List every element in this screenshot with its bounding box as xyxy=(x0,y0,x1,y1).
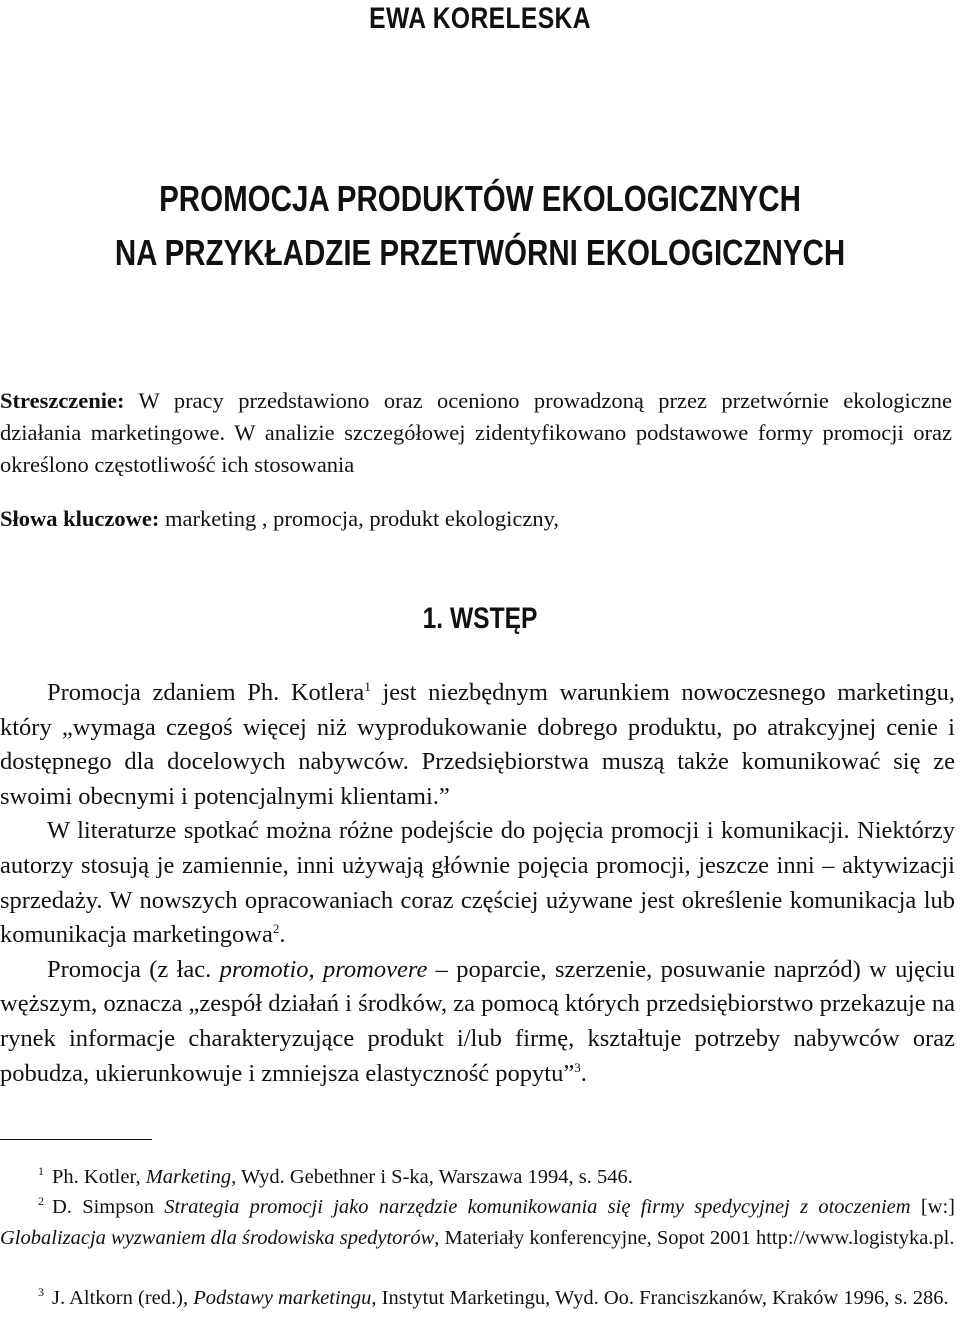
text-run: . xyxy=(580,1059,587,1087)
author-name: EWA KORELESKA xyxy=(369,2,591,35)
keywords-label: Słowa kluczowe: xyxy=(0,506,160,531)
keywords xyxy=(0,503,952,535)
italic-title: Marketing, xyxy=(145,1166,237,1188)
text-run: Wyd. Gebethner i S-ka, Warszawa 1994, s. 546. xyxy=(236,1166,633,1188)
italic-term: promotio, promovere xyxy=(219,955,428,983)
text-run: – poparcie, szerzenie, posuwanie naprzód) w ujęciu węższym, oznacza „zespół działań i środków, za pomocą których przedsiębiorstwo przekazuje na rynek informacje charakteryzujące produkt i/lub firmę, kształtuje potrzeby nabywców oraz pobudza, ukierunkowuje i zmniejsza elastyczność popytu” xyxy=(0,955,955,1087)
text-run: Promocja (z łac. xyxy=(47,955,220,983)
footnote-number: 2 xyxy=(38,1194,44,1208)
abstract-label: Streszczenie: xyxy=(0,388,125,413)
footnote-ref: 2 xyxy=(272,921,280,937)
italic-title: Strategia promocji jako narzędzie komunikowania się firmy spedycyjnej z otoczeniem xyxy=(164,1196,911,1218)
abstract xyxy=(0,385,952,481)
body-paragraph xyxy=(0,676,955,814)
text-run: J. Altkorn (red.), xyxy=(52,1287,194,1309)
footnote xyxy=(0,1192,955,1253)
footnote xyxy=(0,1283,955,1314)
footnote-number: 1 xyxy=(38,1164,44,1178)
abstract-text: W pracy przedstawiono oraz oceniono prowadzoną przez przetwórnie ekologiczne działania marketingowe. W analizie szczegółowej zidentyfikowano podstawowe formy promocji oraz określono częstotliwość ich stosowania xyxy=(0,388,952,477)
text-run: . xyxy=(279,921,286,949)
text-run: D. Simpson xyxy=(52,1196,165,1218)
paper-title-line-2: NA PRZYKŁADZIE PRZETWÓRNI EKOLOGICZNYCH xyxy=(114,232,846,273)
keywords-text: marketing , promocja, produkt ekologiczny, xyxy=(159,506,560,531)
footnote-number: 3 xyxy=(38,1285,44,1299)
body-text xyxy=(0,676,955,1091)
text-run: jest niezbędnym warunkiem nowoczesnego marketingu, który „wymaga czegoś więcej niż wyprodukowanie dobrego produktu, po atrakcyjnej cenie i dostępnego dla docelowych nabywców. Przedsiębiorstwa muszą także komunikować się ze swoimi obecnymi i potencjalnymi klientami.” xyxy=(0,679,955,810)
text-run: Ph. Kotler, xyxy=(52,1166,146,1188)
footnote-ref: 1 xyxy=(364,679,371,694)
footnote xyxy=(0,1162,955,1193)
section-heading: 1. WSTĘP xyxy=(422,602,538,635)
text-run: W literaturze spotkać można różne podejście do pojęcia promocji i komunikacji. Niektórzy autorzy stosują je zamiennie, inni używają głównie pojęcia promocji, jeszcze inni – aktywizacji sprzedaży. W nowszych opracowaniach coraz częściej używane jest określenie komunikacja lub komunikacja marketingowa xyxy=(0,817,955,949)
footnote-divider xyxy=(0,1139,152,1140)
text-run: , Instytut Marketingu, Wyd. Oo. Franciszkanów, Kraków 1996, s. 286. xyxy=(371,1287,949,1309)
italic-title: Globalizacja wyzwaniem dla środowiska spedytorów xyxy=(0,1226,435,1249)
text-run: , Materiały konferencyjne, Sopot 2001 http://www.logistyka.pl. xyxy=(434,1226,955,1249)
paper-title-line-1: PROMOCJA PRODUKTÓW EKOLOGICZNYCH xyxy=(159,178,801,219)
paper-title xyxy=(86,172,873,280)
footnote-ref: 3 xyxy=(574,1059,581,1075)
text-run: [w:] xyxy=(910,1196,956,1218)
body-paragraph xyxy=(0,814,955,952)
text-run: Promocja zdaniem Ph. Kotlera xyxy=(47,679,365,706)
body-paragraph xyxy=(0,953,955,1091)
italic-title: Podstawy marketingu xyxy=(193,1287,372,1309)
